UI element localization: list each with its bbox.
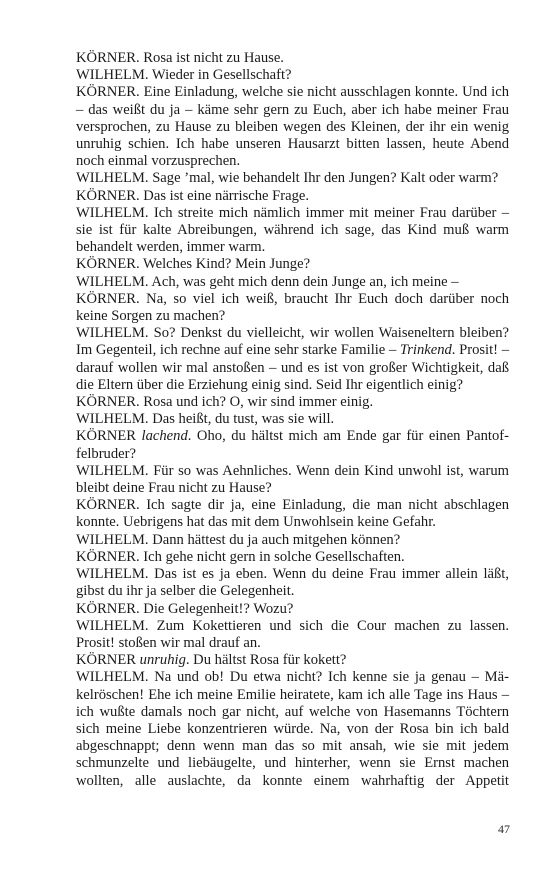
text-run: KÖRNER. Rosa ist nicht zu Hause. xyxy=(76,50,284,66)
text-paragraph xyxy=(76,532,509,549)
text-paragraph xyxy=(76,50,509,67)
page-number: 47 xyxy=(498,822,510,836)
text-run: KÖRNER. Die Gelegenheit!? Wozu? xyxy=(76,600,294,617)
page-text xyxy=(76,50,509,790)
text-run: WILHELM. Sage ’mal, wie behandelt Ihr den Jungen? Kalt oder warm? xyxy=(76,170,499,187)
text-paragraph xyxy=(76,411,509,428)
text-paragraph xyxy=(76,669,509,789)
text-paragraph xyxy=(76,652,509,669)
text-run: KÖRNER. Das ist eine närrische Frage. xyxy=(76,187,310,204)
text-paragraph xyxy=(76,497,509,531)
text-paragraph xyxy=(76,205,509,257)
stage-direction: Trinkend xyxy=(399,342,452,359)
text-run: WILHELM. Dann hättest du ja auch mitgehen können? xyxy=(76,531,401,548)
text-run: KÖRNER. Ich sagte dir ja, eine Einladung, die man nicht abschlagen konnte. Uebrigens hat das mit dem Unwohlsein keine Gefahr. xyxy=(76,497,509,531)
text-run: KÖRNER xyxy=(76,652,140,669)
text-run: WILHELM. Na und ob! Du etwa nicht? Ich kenne sie ja genau – Mäkelröschen! Ehe ich meine Emilie heiratete, kam ich alle Tage ins Haus – ich wußte damals noch gar nicht, auf welche von Hasemanns Töchtern sich meine Liebe konzentrieren würde. Na, von der Rosa bin ich bald abgeschnappt; denn wenn man das so mit ansah, wie sie mit jedem schmunzelte und liebäugelte, und hinterher, wenn sie Ernst machen wollten, alle auslachte, da konnte einem wahrhaftig der Appetit xyxy=(76,669,509,789)
stage-direction: lachend xyxy=(141,428,188,445)
text-paragraph xyxy=(76,170,509,187)
text-run: WILHELM. Ach, was geht mich denn dein Junge an, ich meine – xyxy=(76,273,459,290)
text-run: . Prosit! – darauf wollen wir mal anstoßen – und es ist von großer Wichtigkeit, daß die Eltern über die Erziehung einig sind. Seid Ihr eigentlich einig? xyxy=(76,342,509,393)
text-paragraph xyxy=(76,325,509,394)
text-run: WILHELM. Ich streite mich nämlich immer mit meiner Frau darüber – sie ist für kalte Abreibungen, während ich sage, das Kind muß warm behandelt werden, immer warm. xyxy=(76,204,509,256)
text-run: KÖRNER xyxy=(76,428,142,445)
text-run: . Oho, du hältst mich am Ende gar für einen Pantoffelbruder? xyxy=(76,428,509,462)
text-paragraph xyxy=(76,463,509,497)
text-paragraph xyxy=(76,601,509,618)
text-paragraph xyxy=(76,618,509,652)
text-run: WILHELM. Das ist es ja eben. Wenn du deine Frau immer allein läßt, gibst du ihr ja selber die Gelegenheit. xyxy=(76,566,509,600)
text-run: WILHELM. Wieder in Gesellschaft? xyxy=(76,67,292,84)
text-paragraph xyxy=(76,274,509,291)
text-paragraph xyxy=(76,256,509,273)
text-run: WILHELM. Das heißt, du tust, was sie will. xyxy=(76,411,335,428)
text-run: KÖRNER. Na, so viel ich weiß, braucht Ihr Euch doch darüber noch keine Sorgen zu machen? xyxy=(76,290,509,325)
text-run: KÖRNER. Rosa und ich? O, wir sind immer einig. xyxy=(76,394,374,411)
text-run: . Du hältst Rosa für kokett? xyxy=(185,652,347,669)
text-run: KÖRNER. Eine Einladung, welche sie nicht ausschlagen konnte. Und ich – das weißt du ja – käme sehr gern zu Euch, aber ich habe meiner Frau versprochen, zu Hause zu bleiben wegen des Kleinen, der ihr ein wenig unruhig schien. Ich habe unseren Hausarzt bitten lassen, heute Abend noch einmal vorzusprechen. xyxy=(76,84,509,170)
text-paragraph xyxy=(76,566,509,600)
text-paragraph xyxy=(76,394,509,411)
text-run: KÖRNER. Welches Kind? Mein Junge? xyxy=(76,256,311,273)
text-run: WILHELM. So? Denkst du vielleicht, wir wollen Waiseneltern bleiben? Im Gegenteil, ich rechne auf eine sehr starke Familie – xyxy=(76,325,509,359)
text-paragraph xyxy=(76,291,509,325)
text-run: WILHELM. Für so was Aehnliches. Wenn dein Kind unwohl ist, warum bleibt deine Frau nicht zu Hause? xyxy=(76,462,509,497)
text-run: KÖRNER. Ich gehe nicht gern in solche Gesellschaften. xyxy=(76,548,405,565)
text-paragraph xyxy=(76,428,509,462)
text-paragraph xyxy=(76,188,509,205)
text-paragraph xyxy=(76,84,509,170)
text-run: WILHELM. Zum Kokettieren und sich die Cour machen zu lassen. Prosit! stoßen wir mal drauf an. xyxy=(76,617,509,651)
stage-direction: unruhig xyxy=(139,652,186,669)
text-paragraph xyxy=(76,67,509,84)
text-paragraph xyxy=(76,549,509,566)
